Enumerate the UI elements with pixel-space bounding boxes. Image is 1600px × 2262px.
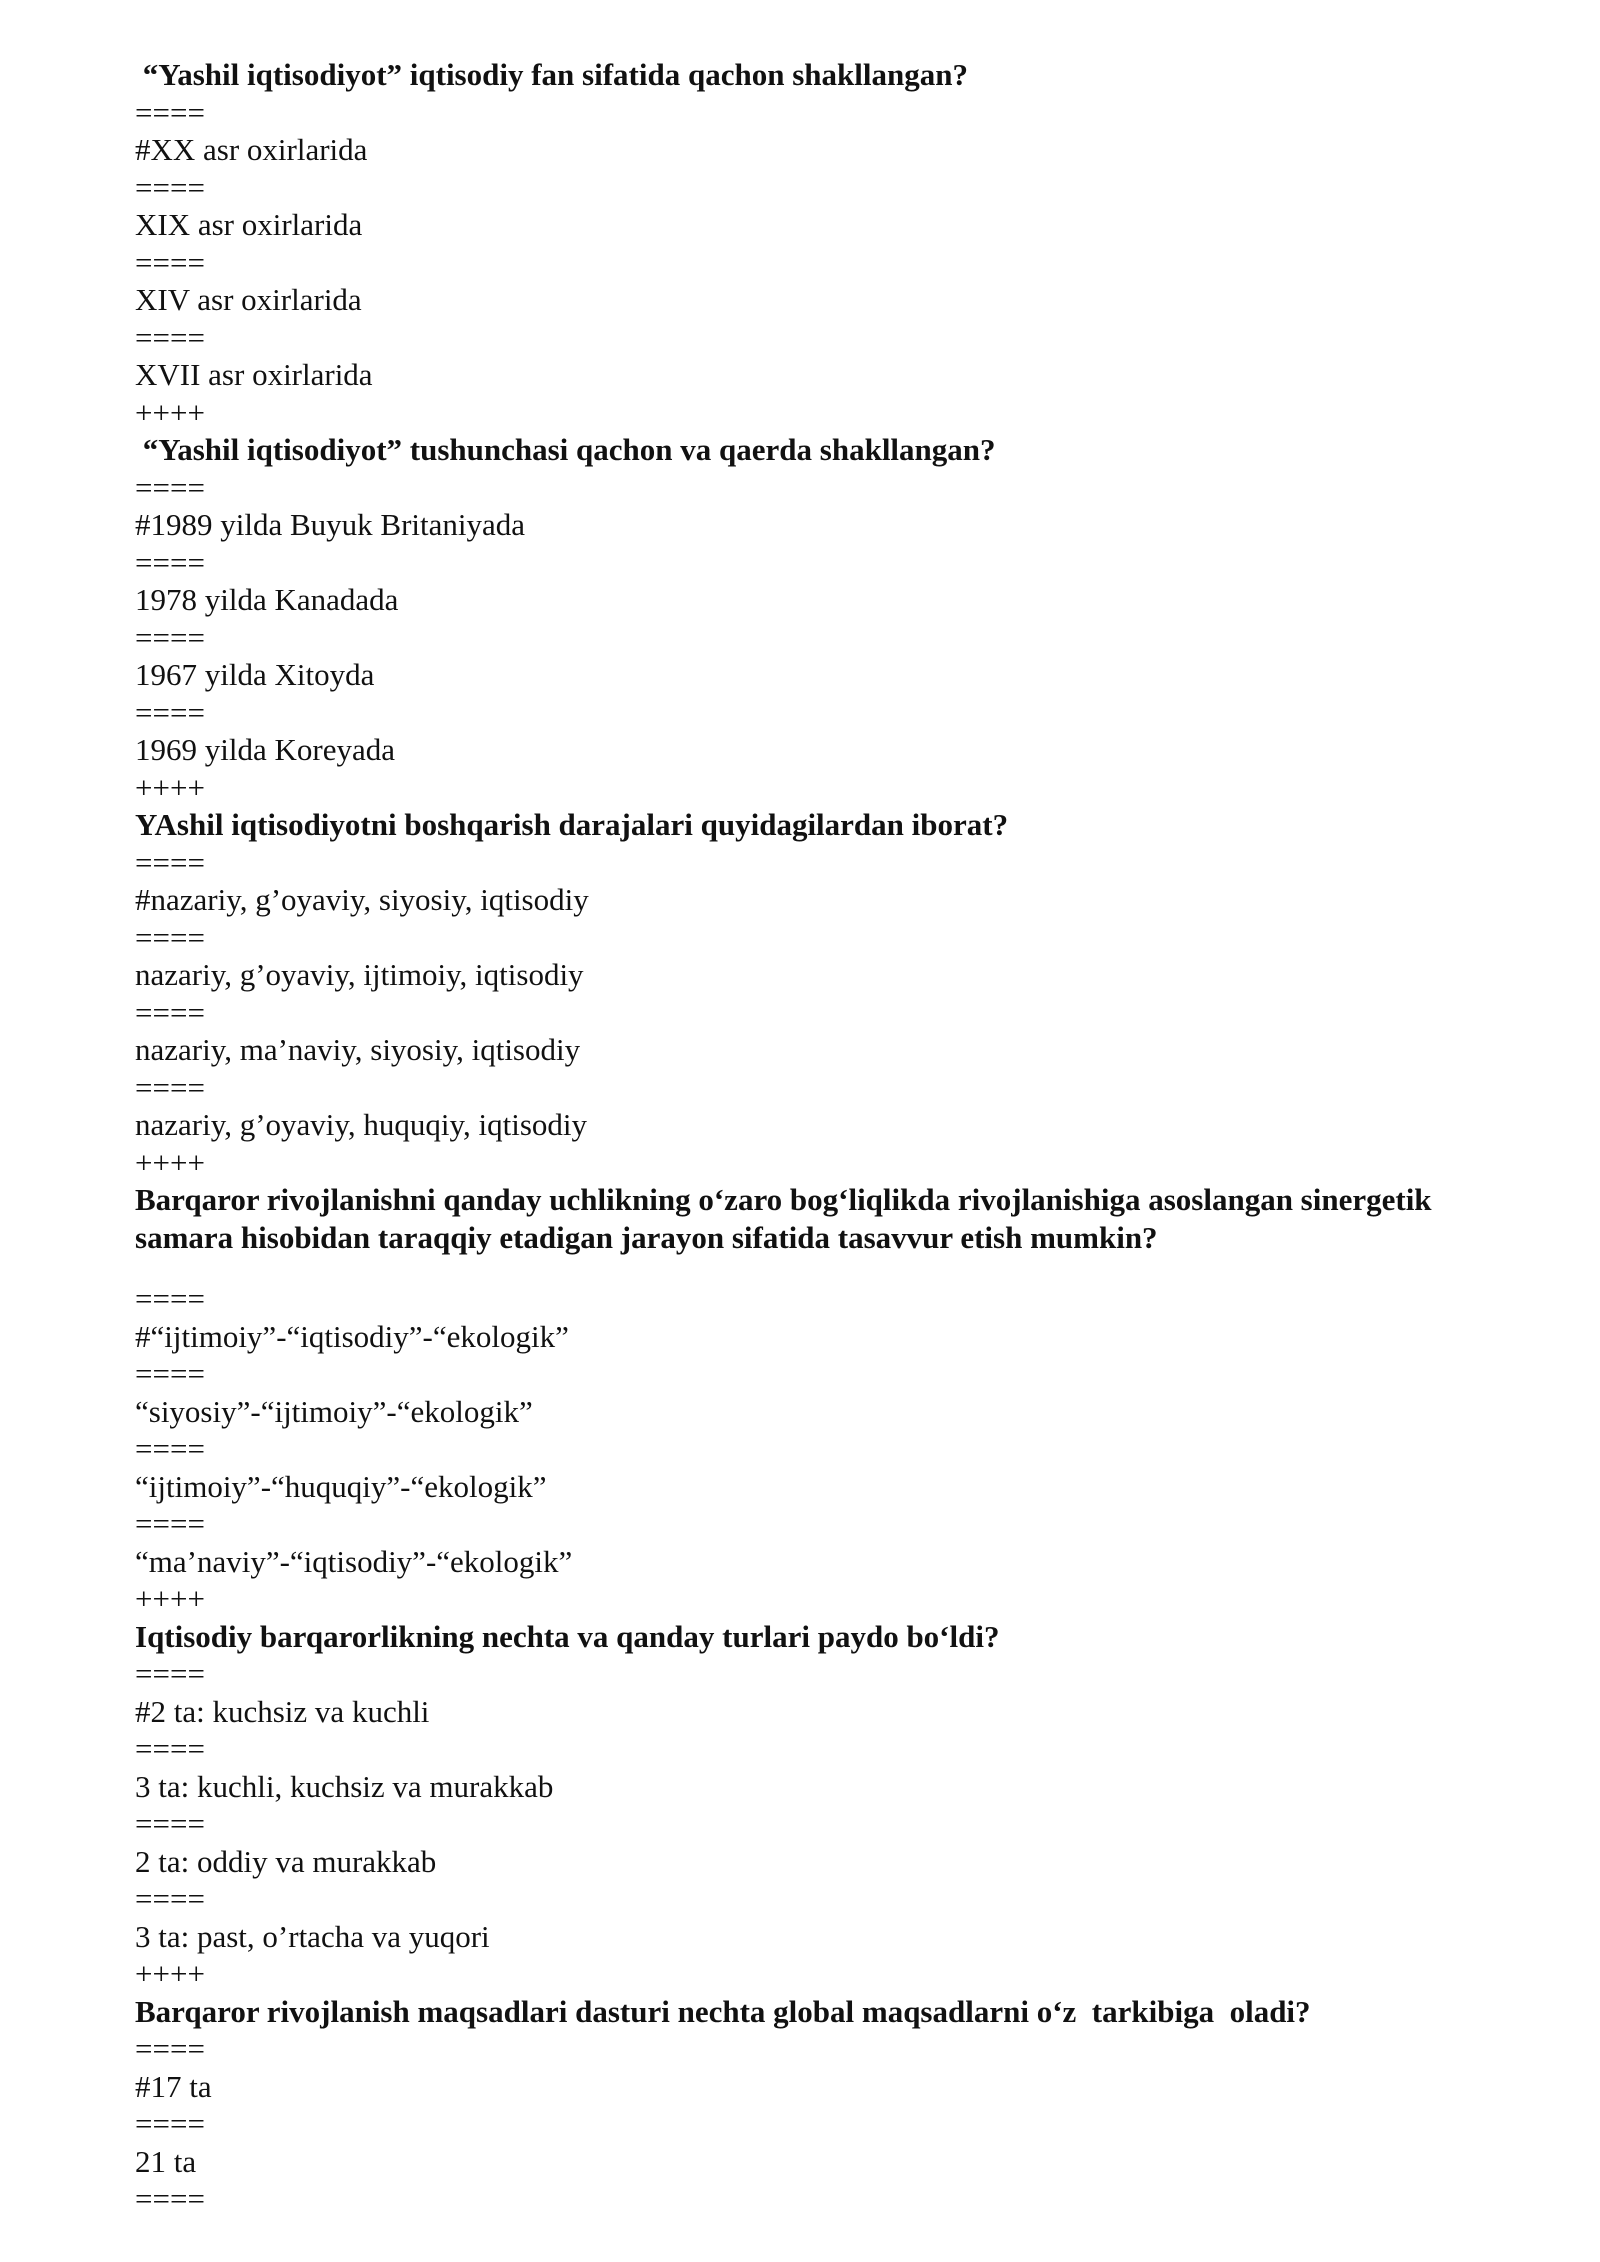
separator-line: ====: [135, 1881, 205, 1916]
separator-line: ====: [135, 994, 205, 1030]
separator-line: ====: [135, 2181, 205, 2216]
separator-line: ++++: [135, 769, 205, 805]
separator-line: ====: [135, 919, 205, 955]
answer-option: “siyosiy”-“ijtimoiy”-“ekologik”: [135, 1393, 533, 1429]
question-text: “Yashil iqtisodiyot” iqtisodiy fan sifatida qachon shakllangan?: [135, 57, 968, 92]
question-text: Iqtisodiy barqarorlikning nechta va qanday turlari paydo bo‘ldi?: [135, 1618, 1000, 1654]
separator-line: ====: [135, 844, 205, 880]
answer-option: “ijtimoiy”-“huquqiy”-“ekologik”: [135, 1468, 547, 1504]
answer-option: 21 ta: [135, 2143, 197, 2179]
answer-option: 3 ta: past, o’rtacha va yuqori: [135, 1918, 490, 1954]
answer-option: 1967 yilda Xitoyda: [135, 657, 375, 692]
question-text: YAshil iqtisodiyotni boshqarish darajalari quyidagilardan iborat?: [135, 807, 1009, 842]
answer-option: XVII asr oxirlarida: [135, 357, 373, 392]
separator-line: ====: [135, 244, 205, 280]
separator-line: ====: [135, 1731, 205, 1766]
spacer: [135, 1256, 1515, 1280]
separator-line: ====: [135, 1806, 205, 1841]
separator-line: ====: [135, 619, 205, 655]
separator-line: ====: [135, 1069, 205, 1105]
answer-option: 1978 yilda Kanadada: [135, 582, 399, 617]
document-page: [135, 56, 1515, 2218]
question-text: Barqaror rivojlanishni qanday uchlikning o‘zaro bog‘liqlikda rivojlanishiga asoslangan sinergetik samara hisobidan taraqqiy etadigan jarayon sifatida tasavvur etish mumkin?: [135, 1182, 1432, 1255]
answer-option: 1969 yilda Koreyada: [135, 732, 395, 767]
answer-option: nazariy, g’oyaviy, huquqiy, iqtisodiy: [135, 1107, 587, 1142]
separator-line: ====: [135, 1656, 205, 1691]
separator-line: ====: [135, 1506, 205, 1541]
answer-option: 3 ta: kuchli, kuchsiz va murakkab: [135, 1768, 554, 1804]
separator-line: ====: [135, 1356, 205, 1391]
answer-option: 2 ta: oddiy va murakkab: [135, 1843, 437, 1879]
question-text: Barqaror rivojlanish maqsadlari dasturi nechta global maqsadlarni o‘z tarkibiga oladi?: [135, 1993, 1311, 2029]
separator-line: ====: [135, 169, 205, 205]
separator-line: ====: [135, 1431, 205, 1466]
answer-option: XIX asr oxirlarida: [135, 207, 363, 242]
separator-line: ++++: [135, 1144, 205, 1180]
separator-line: ====: [135, 319, 205, 355]
separator-line: ====: [135, 1281, 205, 1316]
answer-option: nazariy, ma’naviy, siyosiy, iqtisodiy: [135, 1032, 581, 1067]
answer-option: #17 ta: [135, 2068, 212, 2104]
answer-option: #“ijtimoiy”-“iqtisodiy”-“ekologik”: [135, 1318, 569, 1354]
separator-line: ====: [135, 544, 205, 580]
answer-option: “ma’naviy”-“iqtisodiy”-“ekologik”: [135, 1543, 573, 1579]
answer-option: nazariy, g’oyaviy, ijtimoiy, iqtisodiy: [135, 957, 584, 992]
question-text: “Yashil iqtisodiyot” tushunchasi qachon va qaerda shakllangan?: [135, 432, 996, 467]
separator-line: ====: [135, 94, 205, 130]
separator-line: ++++: [135, 1581, 205, 1616]
separator-line: ====: [135, 2031, 205, 2066]
answer-option: #nazariy, g’oyaviy, siyosiy, iqtisodiy: [135, 882, 589, 917]
separator-line: ====: [135, 694, 205, 730]
answer-option: #XX asr oxirlarida: [135, 132, 368, 167]
answer-option: #2 ta: kuchsiz va kuchli: [135, 1693, 430, 1729]
answer-option: #1989 yilda Buyuk Britaniyada: [135, 507, 526, 542]
separator-line: ====: [135, 2106, 205, 2141]
separator-line: ++++: [135, 1956, 205, 1991]
answer-option: XIV asr oxirlarida: [135, 282, 362, 317]
separator-line: ====: [135, 469, 205, 505]
separator-line: ++++: [135, 394, 205, 430]
